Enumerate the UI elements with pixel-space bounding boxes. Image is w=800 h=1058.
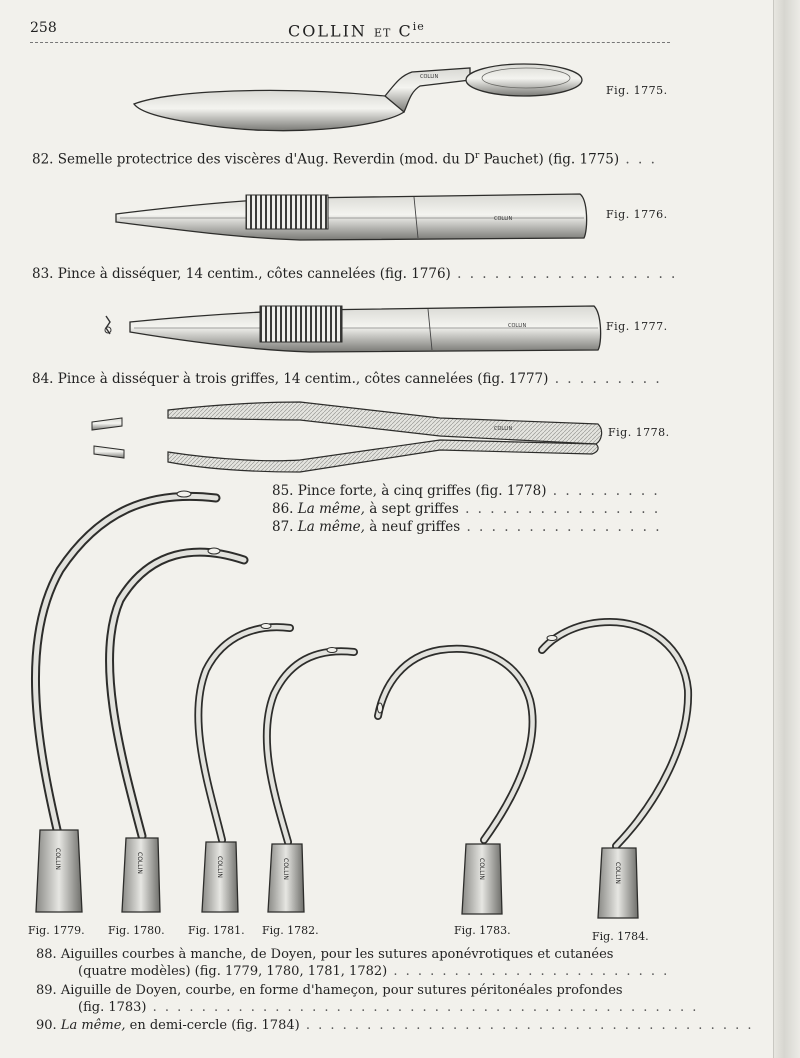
fig-1775-stamp: COLLIN <box>420 74 439 80</box>
fig-1775-retractor <box>134 64 582 131</box>
fig-1777-forceps-three-teeth <box>105 306 601 352</box>
fig-1782-stamp: COLLIN <box>282 858 289 880</box>
item-84 <box>32 371 662 387</box>
running-title-co: C <box>398 21 413 41</box>
item-90-number: 90. <box>36 1018 57 1033</box>
item-90 <box>36 1018 754 1033</box>
item-89 <box>36 983 623 998</box>
fig-1782-label: Fig. 1782. <box>262 924 319 937</box>
item-88-leader: . . . . . . . . . . . . . . . . . . . . . . . <box>387 964 670 979</box>
fig-1778-stamp: COLLIN <box>494 426 513 432</box>
item-87-italic: La même, <box>297 519 365 535</box>
fig-1781-stamp: COLLIN <box>216 856 223 878</box>
fig-1778-label: Fig. 1778. <box>608 426 670 439</box>
running-title-co-sup: ie <box>412 20 425 33</box>
item-90-leader: . . . . . . . . . . . . . . . . . . . . . . . . . . . . . . . . . . . . . <box>299 1018 754 1033</box>
item-85 <box>272 483 660 499</box>
item-89-cont <box>78 1000 698 1015</box>
fig-1780-stamp: COLLIN <box>136 852 143 874</box>
fig-1776-label: Fig. 1776. <box>606 208 668 221</box>
item-82 <box>32 151 657 168</box>
item-84-number: 84. <box>32 371 54 387</box>
item-89-leader: . . . . . . . . . . . . . . . . . . . . . . . . . . . . . . . . . . . . . . . . . . . . . <box>146 1000 699 1015</box>
item-90-italic: La même, <box>60 1018 126 1033</box>
item-87-text: à neuf griffes <box>364 519 461 535</box>
item-88-line2: (quatre modèles) (fig. 1779, 1780, 1781, 1782) <box>78 964 388 979</box>
fig-1783-stamp: COLLIN <box>478 858 485 880</box>
item-87 <box>272 519 662 535</box>
item-87-leader: . . . . . . . . . . . . . . . . <box>460 519 662 535</box>
item-86-leader: . . . . . . . . . . . . . . . . <box>458 501 661 517</box>
item-82-number: 82. <box>32 151 54 168</box>
fig-1777-label: Fig. 1777. <box>606 320 668 333</box>
item-83-number: 83. <box>32 266 54 282</box>
item-86-number: 86. <box>272 501 294 517</box>
running-title-et: ET <box>374 26 392 40</box>
item-83 <box>32 266 677 282</box>
item-85-leader: . . . . . . . . . <box>546 483 660 499</box>
item-86 <box>272 501 660 517</box>
item-85-number: 85. <box>272 483 294 499</box>
item-83-leader: . . . . . . . . . . . . . . . . . . <box>450 266 678 282</box>
item-88-line1: Aiguilles courbes à manche, de Doyen, pour les sutures aponévrotiques et cutanées <box>60 947 614 962</box>
item-83-text: Pince à disséquer, 14 centim., côtes cannelées (fig. 1776) <box>57 266 451 282</box>
item-82-text-b: Pauchet) (fig. 1775) <box>479 151 620 168</box>
item-82-leader: . . . <box>619 151 657 168</box>
item-87-number: 87. <box>272 519 294 535</box>
item-89-line2: (fig. 1783) <box>78 1000 147 1015</box>
item-89-number: 89. <box>36 983 57 998</box>
fig-1782-needle <box>267 648 354 913</box>
item-89-line1: Aiguille de Doyen, courbe, en forme d'hameçon, pour sutures péritonéales profondes <box>60 983 623 998</box>
fig-1776-forceps <box>116 194 587 240</box>
item-84-leader: . . . . . . . . . <box>548 371 662 387</box>
item-90-text: en demi-cercle (fig. 1784) <box>125 1018 300 1033</box>
fig-1779-stamp: COLLIN <box>54 848 61 870</box>
item-82-sup: r <box>474 151 480 161</box>
fig-1775-label: Fig. 1775. <box>606 84 668 97</box>
page-number: 258 <box>30 20 57 36</box>
fig-1784-semicircle-needle <box>542 622 688 918</box>
fig-1781-label: Fig. 1781. <box>188 924 245 937</box>
item-82-text-a: Semelle protectrice des viscères d'Aug. Reverdin (mod. du D <box>57 151 475 168</box>
item-88-number: 88. <box>36 947 57 962</box>
fig-1784-stamp: COLLIN <box>614 862 621 884</box>
fig-1784-label: Fig. 1784. <box>592 930 649 943</box>
fig-1777-stamp: COLLIN <box>508 323 527 329</box>
fig-1783-label: Fig. 1783. <box>454 924 511 937</box>
fig-1776-stamp: COLLIN <box>494 216 513 222</box>
fig-1778-strong-forceps <box>92 402 602 472</box>
fig-1780-label: Fig. 1780. <box>108 924 165 937</box>
item-88 <box>36 947 613 962</box>
running-title-main: COLLIN <box>288 21 367 41</box>
item-86-text: à sept griffes <box>364 501 459 517</box>
needle-figure-labels <box>28 924 668 943</box>
item-85-text: Pince forte, à cinq griffes (fig. 1778) <box>297 483 547 499</box>
fig-1779-label: Fig. 1779. <box>28 924 85 937</box>
item-88-cont <box>78 964 669 979</box>
item-86-italic: La même, <box>297 501 365 517</box>
item-84-text: Pince à disséquer à trois griffes, 14 centim., côtes cannelées (fig. 1777) <box>57 371 549 387</box>
fig-1783-hook-needle <box>378 649 533 914</box>
